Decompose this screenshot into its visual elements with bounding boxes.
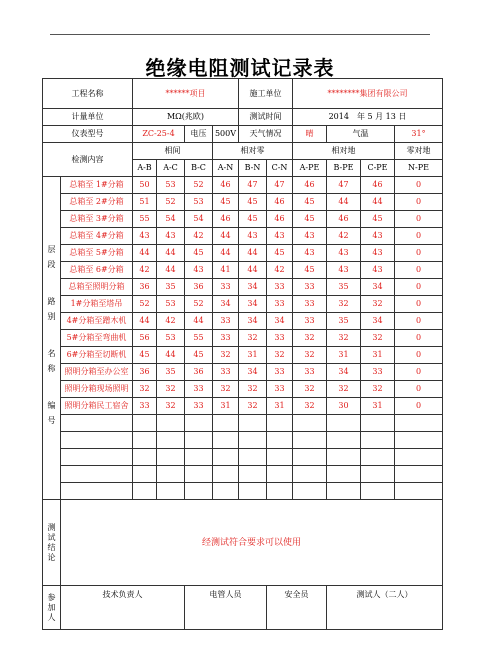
resistance-value: 35 <box>327 313 361 330</box>
sub-header-cell: B-PE <box>327 160 361 177</box>
blank-cell <box>157 432 185 449</box>
resistance-value: 33 <box>293 279 327 296</box>
circuit-name: 1#分箱至塔吊 <box>61 296 133 313</box>
weather-value: 晴 <box>293 126 327 143</box>
blank-cell <box>327 466 361 483</box>
resistance-value: 0 <box>395 262 443 279</box>
participants-label-char: 加 <box>47 602 56 612</box>
conclusion-row <box>43 500 443 586</box>
resistance-value: 33 <box>361 364 395 381</box>
resistance-value: 32 <box>213 381 239 398</box>
resistance-value: 44 <box>133 313 157 330</box>
blank-cell <box>361 432 395 449</box>
circuit-name: 4#分箱至蹭木机 <box>61 313 133 330</box>
resistance-value: 32 <box>133 381 157 398</box>
resistance-value: 31 <box>239 347 267 364</box>
resistance-value: 34 <box>239 313 267 330</box>
blank-cell <box>61 449 133 466</box>
table-row <box>43 381 443 398</box>
resistance-value: 31 <box>327 347 361 364</box>
blank-cell <box>157 483 185 500</box>
circuit-name: 总箱至 2#分箱 <box>61 194 133 211</box>
resistance-value: 44 <box>213 228 239 245</box>
resistance-value: 35 <box>157 364 185 381</box>
resistance-value: 0 <box>395 296 443 313</box>
table-row <box>43 194 443 211</box>
resistance-value: 45 <box>213 194 239 211</box>
blank-cell <box>213 466 239 483</box>
blank-cell <box>157 415 185 432</box>
resistance-value: 33 <box>133 398 157 415</box>
row-group-label-char: 别 <box>47 312 56 321</box>
resistance-value: 33 <box>267 279 293 296</box>
resistance-value: 45 <box>267 245 293 262</box>
header-rule <box>50 34 430 35</box>
circuit-name: 总箱至照明分箱 <box>61 279 133 296</box>
contractor-label: 施工单位 <box>239 79 293 109</box>
resistance-value: 36 <box>133 364 157 381</box>
blank-cell <box>293 415 327 432</box>
resistance-value: 44 <box>157 347 185 364</box>
blank-cell <box>185 483 213 500</box>
participant-tech-lead: 技术负责人 <box>61 586 185 630</box>
resistance-value: 41 <box>213 262 239 279</box>
table-row <box>43 245 443 262</box>
blank-cell <box>395 415 443 432</box>
resistance-value: 32 <box>293 398 327 415</box>
row-group-label-char <box>43 379 60 401</box>
conclusion-label-char: 论 <box>47 552 56 562</box>
sub-header-cell: A-C <box>157 160 185 177</box>
temperature-value: 31° <box>395 126 443 143</box>
resistance-value: 0 <box>395 279 443 296</box>
table-row <box>43 483 443 500</box>
resistance-value: 32 <box>327 381 361 398</box>
resistance-value: 33 <box>185 398 213 415</box>
sub-header-cell: C-N <box>267 160 293 177</box>
resistance-value: 45 <box>293 211 327 228</box>
blank-cell <box>267 483 293 500</box>
sub-header-cell: A-N <box>213 160 239 177</box>
project-value: ******项目 <box>133 79 239 109</box>
row-group-label-char: 称 <box>47 364 56 373</box>
resistance-value: 45 <box>185 347 213 364</box>
date-value: 2014 年 5 月 13 日 <box>293 109 443 126</box>
row-group-label-char <box>43 327 60 349</box>
resistance-value: 31 <box>213 398 239 415</box>
resistance-value: 0 <box>395 177 443 194</box>
circuit-name: 照明分箱现场照明 <box>61 381 133 398</box>
sub-header-cell: B-N <box>239 160 267 177</box>
resistance-value: 45 <box>293 194 327 211</box>
blank-cell <box>157 466 185 483</box>
table-row <box>43 262 443 279</box>
resistance-value: 43 <box>361 245 395 262</box>
resistance-value: 0 <box>395 364 443 381</box>
resistance-value: 32 <box>361 330 395 347</box>
resistance-value: 33 <box>267 381 293 398</box>
resistance-value: 53 <box>157 330 185 347</box>
resistance-value: 33 <box>213 313 239 330</box>
resistance-value: 33 <box>267 330 293 347</box>
voltage-value: 500V <box>213 126 239 143</box>
resistance-value: 34 <box>239 279 267 296</box>
blank-cell <box>239 466 267 483</box>
resistance-value: 43 <box>157 228 185 245</box>
resistance-value: 31 <box>267 398 293 415</box>
blank-cell <box>327 483 361 500</box>
resistance-value: 0 <box>395 245 443 262</box>
resistance-value: 42 <box>185 228 213 245</box>
blank-cell <box>267 432 293 449</box>
resistance-value: 47 <box>239 177 267 194</box>
resistance-value: 34 <box>213 296 239 313</box>
blank-cell <box>185 415 213 432</box>
blank-cell <box>239 432 267 449</box>
resistance-value: 34 <box>327 364 361 381</box>
resistance-value: 53 <box>157 177 185 194</box>
resistance-value: 46 <box>327 211 361 228</box>
resistance-value: 0 <box>395 330 443 347</box>
circuit-name: 总箱至 4#分箱 <box>61 228 133 245</box>
table-row <box>43 279 443 296</box>
resistance-value: 34 <box>267 313 293 330</box>
sub-header-cell: C-PE <box>361 160 395 177</box>
resistance-value: 43 <box>293 245 327 262</box>
resistance-value: 31 <box>361 398 395 415</box>
row-group-label-char: 层 <box>47 245 56 254</box>
blank-cell <box>133 415 157 432</box>
blank-cell <box>267 449 293 466</box>
resistance-value: 32 <box>327 330 361 347</box>
resistance-value: 33 <box>213 279 239 296</box>
resistance-value: 46 <box>267 194 293 211</box>
blank-cell <box>61 483 133 500</box>
temperature-label: 气温 <box>327 126 395 143</box>
circuit-name: 总箱至 1#分箱 <box>61 177 133 194</box>
blank-cell <box>157 449 185 466</box>
resistance-value: 45 <box>239 194 267 211</box>
blank-cell <box>395 466 443 483</box>
participant-safety-officer: 安全员 <box>267 586 327 630</box>
resistance-value: 0 <box>395 347 443 364</box>
resistance-value: 51 <box>133 194 157 211</box>
resistance-value: 44 <box>239 262 267 279</box>
conclusion-label <box>43 500 61 586</box>
resistance-value: 34 <box>239 296 267 313</box>
blank-cell <box>327 415 361 432</box>
resistance-value: 46 <box>293 177 327 194</box>
resistance-value: 56 <box>133 330 157 347</box>
row-group-label-char: 编 <box>47 401 56 410</box>
resistance-value: 43 <box>267 228 293 245</box>
instrument-label: 仪表型号 <box>43 126 133 143</box>
resistance-value: 31 <box>361 347 395 364</box>
resistance-value: 44 <box>213 245 239 262</box>
resistance-value: 54 <box>157 211 185 228</box>
blank-cell <box>239 415 267 432</box>
blank-cell <box>267 415 293 432</box>
resistance-value: 34 <box>361 313 395 330</box>
blank-cell <box>293 466 327 483</box>
date-label: 测试时间 <box>239 109 293 126</box>
unit-value: MΩ(兆欧) <box>133 109 239 126</box>
resistance-value: 46 <box>267 211 293 228</box>
participants-label <box>43 586 61 630</box>
group-phase-zero-header: 相对零 <box>213 143 293 160</box>
blank-cell <box>185 466 213 483</box>
row-group-label-char: 段 <box>47 260 56 269</box>
resistance-value: 34 <box>239 364 267 381</box>
blank-cell <box>361 466 395 483</box>
resistance-value: 46 <box>361 177 395 194</box>
resistance-value: 36 <box>185 279 213 296</box>
resistance-value: 32 <box>293 330 327 347</box>
participants-label-char: 人 <box>47 612 56 622</box>
row-group-label-char <box>43 275 60 297</box>
resistance-value: 47 <box>327 177 361 194</box>
resistance-value: 52 <box>185 177 213 194</box>
blank-cell <box>133 432 157 449</box>
blank-cell <box>361 415 395 432</box>
resistance-value: 32 <box>239 381 267 398</box>
resistance-value: 33 <box>293 296 327 313</box>
resistance-value: 53 <box>157 296 185 313</box>
resistance-value: 52 <box>185 296 213 313</box>
resistance-value: 52 <box>157 194 185 211</box>
resistance-value: 47 <box>267 177 293 194</box>
row-group-label <box>43 177 61 500</box>
table-row <box>43 296 443 313</box>
resistance-value: 43 <box>327 262 361 279</box>
resistance-value: 44 <box>185 313 213 330</box>
blank-cell <box>293 483 327 500</box>
resistance-value: 42 <box>327 228 361 245</box>
resistance-value: 32 <box>293 381 327 398</box>
circuit-name: 照明分箱至办公室 <box>61 364 133 381</box>
group-zero-ground-header: 零对地 <box>395 143 443 160</box>
resistance-value: 33 <box>267 364 293 381</box>
project-label: 工程名称 <box>43 79 133 109</box>
resistance-value: 34 <box>361 279 395 296</box>
blank-cell <box>61 432 133 449</box>
table-row <box>43 432 443 449</box>
circuit-name: 总箱至 5#分箱 <box>61 245 133 262</box>
resistance-value: 0 <box>395 211 443 228</box>
resistance-value: 36 <box>185 364 213 381</box>
page-title: 绝缘电阻测试记录表 <box>145 56 335 80</box>
unit-label: 计量单位 <box>43 109 133 126</box>
blank-cell <box>61 415 133 432</box>
resistance-value: 42 <box>157 313 185 330</box>
resistance-value: 53 <box>185 194 213 211</box>
table-row <box>43 347 443 364</box>
resistance-value: 30 <box>327 398 361 415</box>
resistance-value: 44 <box>157 262 185 279</box>
circuit-name: 总箱至 6#分箱 <box>61 262 133 279</box>
resistance-value: 44 <box>157 245 185 262</box>
participant-testers: 测试人（二人） <box>327 586 443 630</box>
resistance-value: 33 <box>213 364 239 381</box>
blank-cell <box>239 483 267 500</box>
circuit-name: 照明分箱民工宿舍 <box>61 398 133 415</box>
table-row <box>43 364 443 381</box>
conclusion-label-char: 测 <box>47 522 56 532</box>
resistance-value: 43 <box>185 262 213 279</box>
blank-cell <box>185 449 213 466</box>
blank-cell <box>185 432 213 449</box>
blank-cell <box>61 466 133 483</box>
resistance-value: 32 <box>157 381 185 398</box>
resistance-value: 35 <box>327 279 361 296</box>
resistance-value: 55 <box>185 330 213 347</box>
participants-label-char: 参 <box>47 592 56 602</box>
resistance-value: 42 <box>267 262 293 279</box>
resistance-value: 44 <box>361 194 395 211</box>
resistance-value: 0 <box>395 381 443 398</box>
resistance-value: 33 <box>293 313 327 330</box>
blank-cell <box>327 432 361 449</box>
participants-row <box>43 586 443 630</box>
resistance-value: 45 <box>133 347 157 364</box>
resistance-value: 0 <box>395 228 443 245</box>
resistance-value: 45 <box>239 211 267 228</box>
conclusion-label-char: 试 <box>47 532 56 542</box>
blank-cell <box>213 415 239 432</box>
resistance-value: 32 <box>327 296 361 313</box>
resistance-value: 43 <box>361 262 395 279</box>
row-group-label-char: 名 <box>47 349 56 358</box>
resistance-value: 42 <box>133 262 157 279</box>
instrument-value: ZC-25-4 <box>133 126 185 143</box>
sub-header-cell: N-PE <box>395 160 443 177</box>
resistance-value: 43 <box>293 228 327 245</box>
resistance-value: 33 <box>185 381 213 398</box>
resistance-value: 32 <box>157 398 185 415</box>
resistance-value: 0 <box>395 313 443 330</box>
content-label: 检测内容 <box>43 143 133 177</box>
conclusion-label-char: 结 <box>47 542 56 552</box>
table-row <box>43 313 443 330</box>
sub-header-cell: B-C <box>185 160 213 177</box>
resistance-value: 44 <box>133 245 157 262</box>
sub-header-cell: A-B <box>133 160 157 177</box>
resistance-value: 46 <box>213 177 239 194</box>
resistance-value: 43 <box>239 228 267 245</box>
blank-cell <box>213 432 239 449</box>
resistance-value: 32 <box>239 330 267 347</box>
blank-cell <box>293 449 327 466</box>
group-phase-header: 相间 <box>133 143 213 160</box>
blank-cell <box>133 466 157 483</box>
participant-electrician: 电管人员 <box>185 586 267 630</box>
resistance-value: 32 <box>239 398 267 415</box>
resistance-value: 44 <box>239 245 267 262</box>
resistance-value: 36 <box>133 279 157 296</box>
contractor-value: ********集团有限公司 <box>293 79 443 109</box>
blank-cell <box>361 449 395 466</box>
resistance-value: 33 <box>267 296 293 313</box>
resistance-value: 32 <box>361 296 395 313</box>
blank-cell <box>395 432 443 449</box>
resistance-value: 35 <box>157 279 185 296</box>
blank-cell <box>213 483 239 500</box>
table-row <box>43 330 443 347</box>
table-row <box>43 211 443 228</box>
resistance-value: 55 <box>133 211 157 228</box>
resistance-value: 50 <box>133 177 157 194</box>
blank-cell <box>327 449 361 466</box>
row-group-label-char: 路 <box>47 297 56 306</box>
blank-cell <box>133 483 157 500</box>
table-row <box>43 415 443 432</box>
resistance-value: 43 <box>361 228 395 245</box>
resistance-value: 45 <box>361 211 395 228</box>
table-row <box>43 177 443 194</box>
insulation-test-form <box>42 78 443 630</box>
conclusion-text: 经测试符合要求可以使用 <box>61 500 443 586</box>
sub-header-cell: A-PE <box>293 160 327 177</box>
table-row <box>43 398 443 415</box>
blank-cell <box>361 483 395 500</box>
resistance-value: 32 <box>267 347 293 364</box>
table-row <box>43 449 443 466</box>
resistance-value: 44 <box>327 194 361 211</box>
resistance-value: 32 <box>361 381 395 398</box>
voltage-label: 电压 <box>185 126 213 143</box>
resistance-value: 33 <box>293 364 327 381</box>
group-phase-ground-header: 相对地 <box>293 143 395 160</box>
blank-cell <box>213 449 239 466</box>
table-row <box>43 228 443 245</box>
resistance-value: 45 <box>185 245 213 262</box>
blank-cell <box>395 483 443 500</box>
resistance-value: 0 <box>395 194 443 211</box>
resistance-value: 43 <box>327 245 361 262</box>
circuit-name: 总箱至 3#分箱 <box>61 211 133 228</box>
resistance-value: 45 <box>293 262 327 279</box>
weather-label: 天气情况 <box>239 126 293 143</box>
resistance-value: 32 <box>293 347 327 364</box>
blank-cell <box>133 449 157 466</box>
resistance-value: 0 <box>395 398 443 415</box>
blank-cell <box>239 449 267 466</box>
table-row <box>43 466 443 483</box>
blank-cell <box>293 432 327 449</box>
blank-cell <box>267 466 293 483</box>
resistance-value: 33 <box>213 330 239 347</box>
circuit-name: 5#分箱至弯曲机 <box>61 330 133 347</box>
resistance-value: 43 <box>133 228 157 245</box>
circuit-name: 6#分箱至切断机 <box>61 347 133 364</box>
resistance-value: 54 <box>185 211 213 228</box>
row-group-label-char: 号 <box>47 416 56 425</box>
resistance-value: 52 <box>133 296 157 313</box>
resistance-value: 46 <box>213 211 239 228</box>
resistance-value: 32 <box>213 347 239 364</box>
blank-cell <box>395 449 443 466</box>
